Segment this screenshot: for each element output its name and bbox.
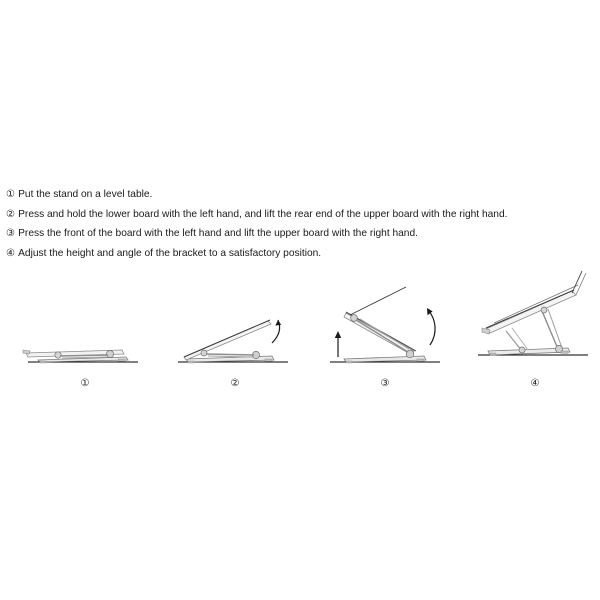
stand-illustration-raise-upper [310, 265, 460, 375]
stand-illustration-adjusted [460, 265, 600, 375]
instruction-item [6, 249, 592, 259]
instruction-number: ③ [6, 228, 16, 240]
figure-caption: ① [80, 378, 90, 389]
figure-step-2 [160, 265, 310, 395]
instruction-item [6, 210, 592, 220]
instruction-text: Put the stand on a level table. [18, 189, 153, 200]
figure-caption: ② [230, 378, 240, 389]
figure-caption: ③ [380, 378, 390, 389]
instruction-item [6, 229, 592, 239]
figure-step-3 [310, 265, 460, 395]
figure-step-4 [460, 265, 600, 395]
instruction-number: ② [6, 208, 16, 220]
instruction-text: Press the front of the board with the left hand and lift the upper board with the right hand. [18, 228, 418, 240]
stand-illustration-lift-rear [160, 265, 310, 375]
instruction-list [6, 190, 592, 269]
instruction-item [6, 190, 592, 200]
figure-row [0, 265, 600, 395]
instruction-text: Press and hold the lower board with the left hand, and lift the rear end of the upper board with the right hand. [18, 208, 508, 220]
stand-illustration-flat [10, 265, 160, 375]
figure-caption: ④ [530, 378, 540, 389]
instruction-text: Adjust the height and angle of the bracket to a satisfactory position. [18, 248, 322, 260]
instruction-number: ④ [6, 248, 16, 260]
figure-step-1 [10, 265, 160, 395]
instruction-number: ① [6, 189, 16, 200]
